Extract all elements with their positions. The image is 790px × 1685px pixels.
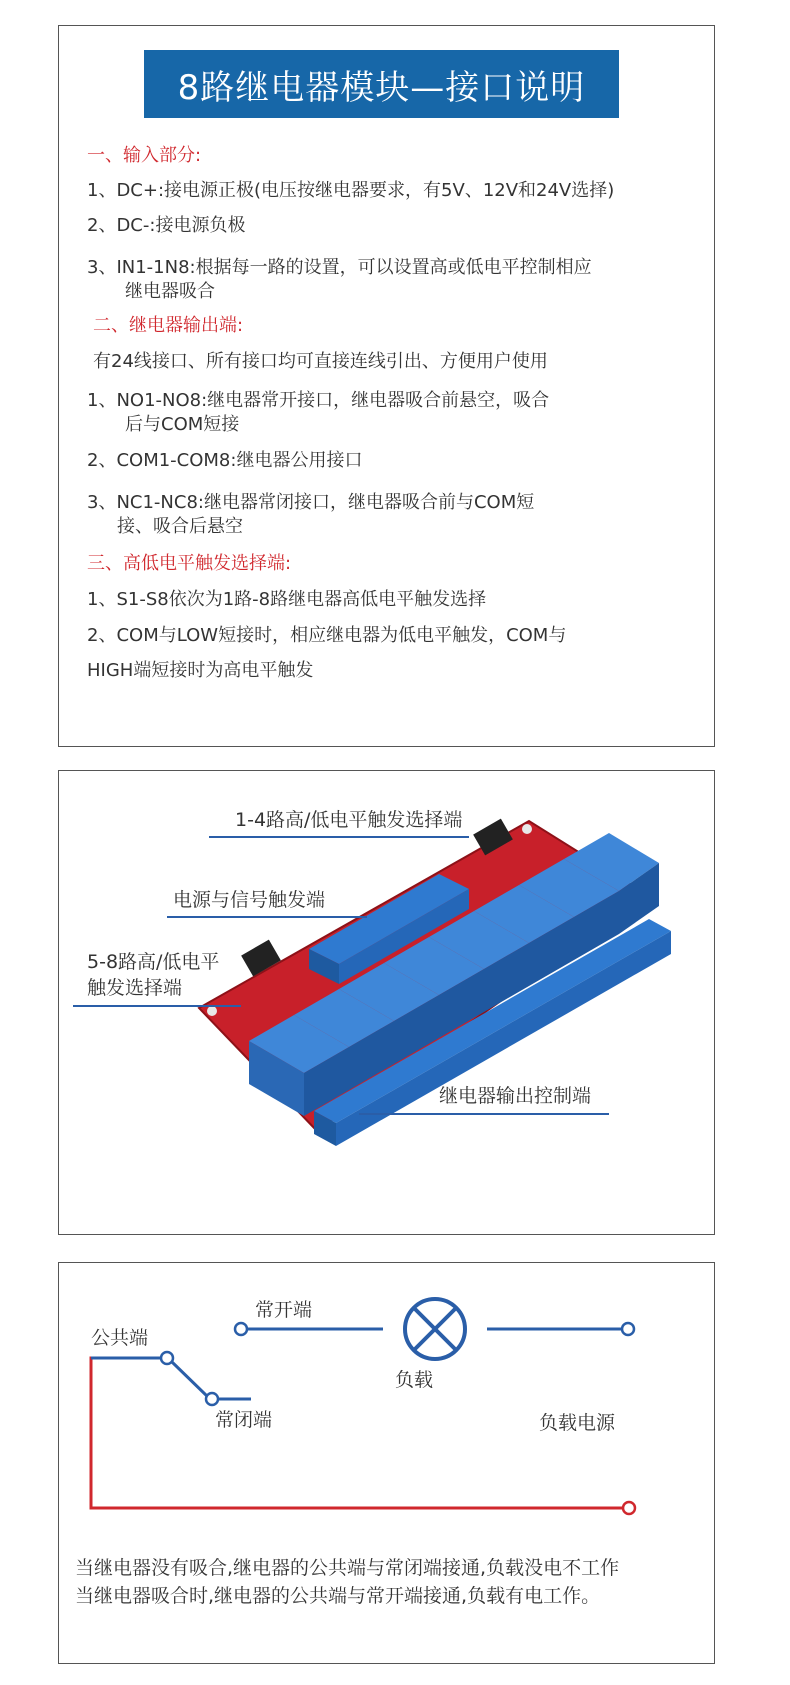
trigger-item-2: 2、COM与LOW短接时，相应继电器为低电平触发，COM与	[87, 625, 567, 646]
callout-line-sel-5-8	[73, 1005, 241, 1007]
label-normally-closed: 常闭端	[215, 1409, 273, 1431]
relay-circuit-panel	[58, 1262, 715, 1664]
output-item-3-cont: 接、吸合后悬空	[117, 516, 243, 537]
common-terminal	[161, 1352, 173, 1364]
output-item-1: 1、NO1-NO8:继电器常开接口，继电器吸合前悬空，吸合	[87, 390, 550, 411]
output-item-3: 3、NC1-NC8:继电器常闭接口，继电器吸合前与COM短	[87, 492, 535, 513]
callout-line-power-signal	[167, 916, 367, 918]
trigger-item-1: 1、S1-S8依次为1路-8路继电器高低电平触发选择	[87, 589, 487, 610]
label-normally-open: 常开端	[255, 1299, 313, 1321]
load-terminal	[622, 1323, 634, 1335]
output-item-2: 2、COM1-COM8:继电器公用接口	[87, 450, 363, 471]
relay-board-illustration	[59, 771, 714, 1234]
label-common: 公共端	[91, 1327, 149, 1349]
input-item-3-cont: 继电器吸合	[125, 281, 215, 302]
input-item-1: 1、DC+:接电源正极(电压按继电器要求，有5V、12V和24V选择)	[87, 180, 615, 201]
mount-hole	[207, 1006, 217, 1016]
caption-energized: 当继电器吸合时,继电器的公共端与常开端接通,负载有电工作。	[75, 1585, 601, 1607]
output-section-heading: 二、继电器输出端:	[93, 315, 244, 336]
interface-description-panel	[58, 25, 715, 747]
caption-not-energized: 当继电器没有吸合,继电器的公共端与常闭端接通,负载没电不工作	[75, 1557, 620, 1579]
trigger-item-2-cont: HIGH端短接时为高电平触发	[87, 660, 314, 681]
page-title: 8路继电器模块—接口说明	[144, 50, 619, 118]
label-load-power: 负载电源	[539, 1412, 616, 1434]
normally-open-terminal	[235, 1323, 247, 1335]
normally-closed-terminal	[206, 1393, 218, 1405]
label-load: 负载	[395, 1369, 434, 1391]
label-relay-output: 继电器输出控制端	[439, 1085, 592, 1107]
output-section-intro: 有24线接口、所有接口均可直接连线引出、方便用户使用	[93, 351, 548, 372]
label-sel-5-8-line2: 触发选择端	[87, 977, 183, 999]
load-power-terminal	[623, 1502, 635, 1514]
trigger-section-heading: 三、高低电平触发选择端:	[87, 553, 292, 574]
callout-line-sel-1-4	[209, 836, 469, 838]
input-item-3: 3、IN1-1N8:根据每一路的设置，可以设置高或低电平控制相应	[87, 257, 592, 278]
switch-arm	[172, 1362, 209, 1398]
callout-line-relay-output	[359, 1113, 609, 1115]
input-section-heading: 一、输入部分:	[87, 145, 202, 166]
input-item-2: 2、DC-:接电源负极	[87, 215, 246, 236]
label-power-signal: 电源与信号触发端	[173, 889, 326, 911]
relay-board-panel	[58, 770, 715, 1235]
label-sel-1-4: 1-4路高/低电平触发选择端	[235, 809, 463, 831]
output-item-1-cont: 后与COM短接	[125, 414, 240, 435]
label-sel-5-8-line1: 5-8路高/低电平	[87, 951, 220, 973]
mount-hole	[522, 824, 532, 834]
